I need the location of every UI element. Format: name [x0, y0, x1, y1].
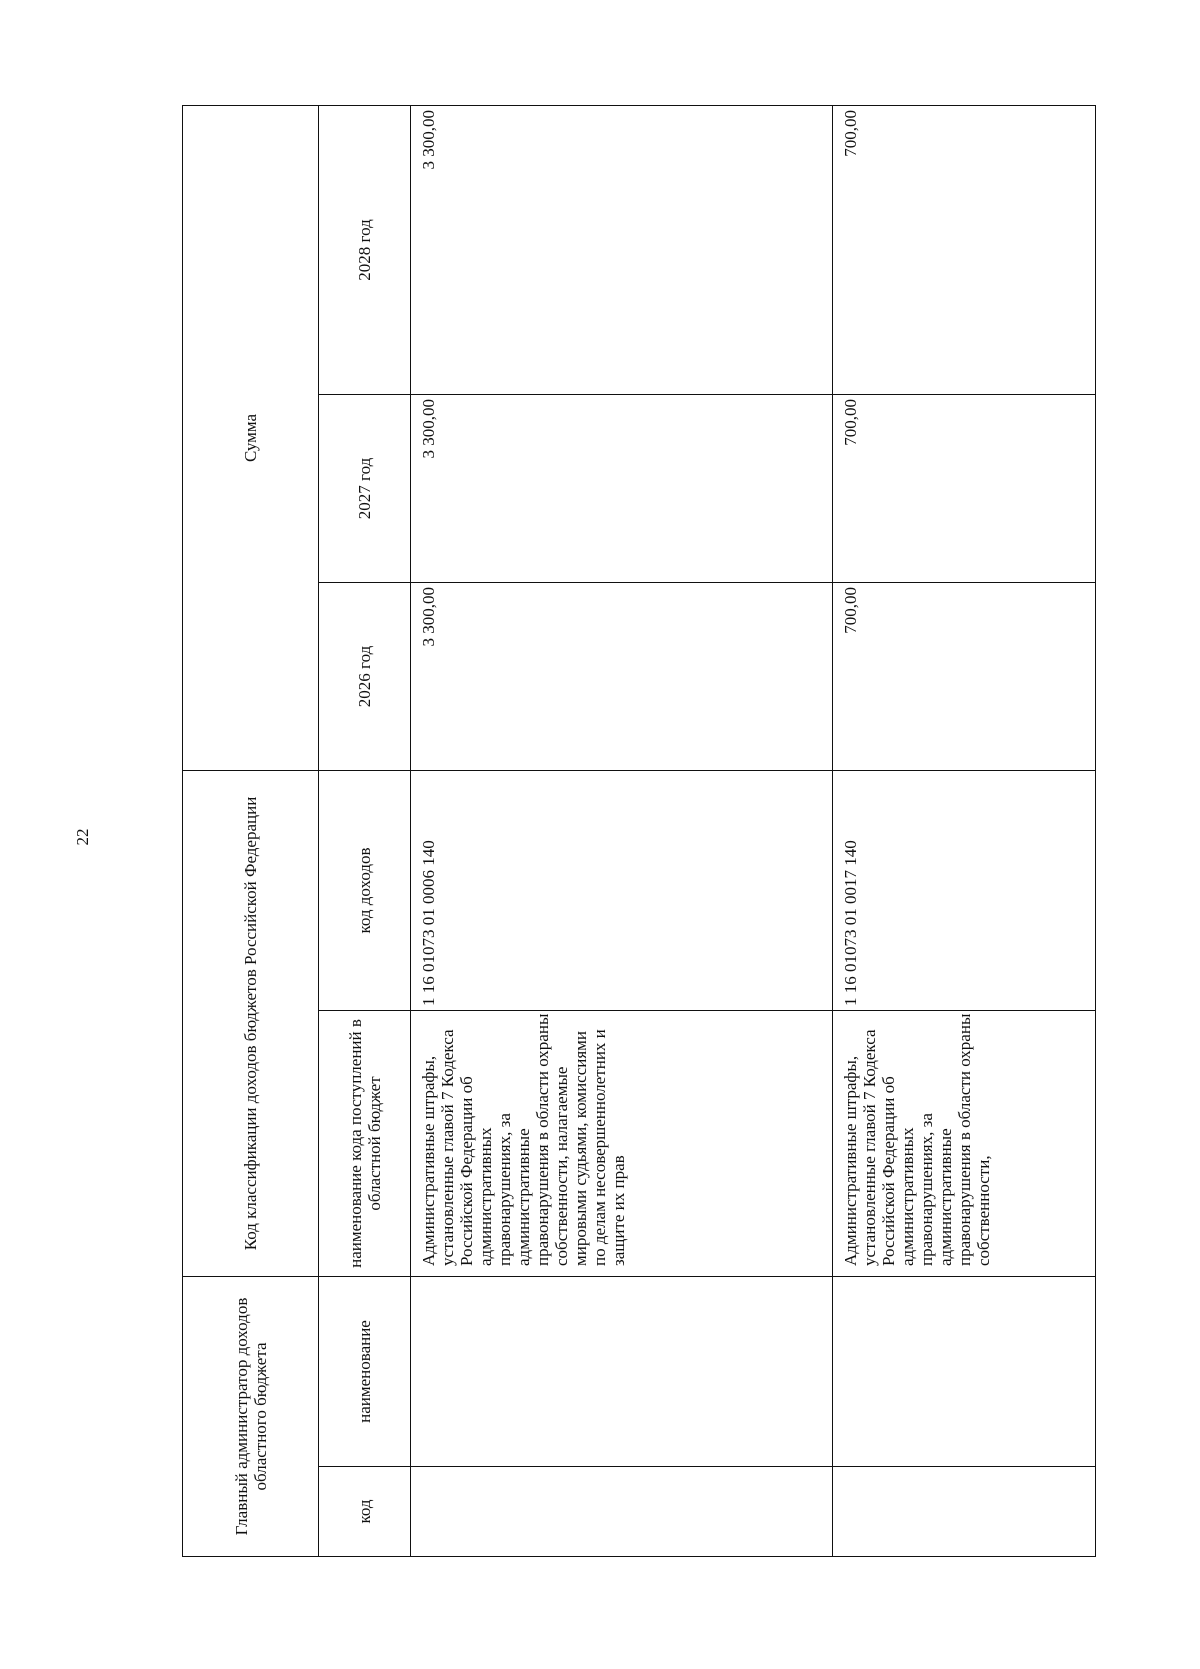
header-receipt-name: наименование кода поступлений в областной бюджет — [319, 1011, 411, 1277]
row-value-2026: 700,00 — [833, 582, 1096, 770]
header-sum-group: Сумма — [183, 105, 319, 770]
row-admin-code — [833, 1467, 1096, 1557]
page-number: 22 — [73, 828, 92, 846]
row-admin-code — [411, 1467, 833, 1557]
header-row-groups — [183, 105, 319, 1556]
revenue-table-rotated — [182, 106, 1096, 1557]
header-classification-group: Код классификации доходов бюджетов Российской Федерации — [183, 770, 319, 1276]
header-income-code: код доходов — [319, 770, 411, 1010]
header-admin-code: код — [319, 1467, 411, 1557]
row-value-2026: 3 300,00 — [411, 582, 833, 770]
header-admin-name: наименование — [319, 1277, 411, 1467]
revenue-table-container — [182, 106, 1096, 1557]
header-year-2027: 2027 год — [319, 394, 411, 582]
header-year-2028: 2028 год — [319, 105, 411, 394]
table-row — [411, 105, 833, 1556]
header-year-2026: 2026 год — [319, 582, 411, 770]
row-receipt-name: Административные штрафы, установленные главой 7 Кодекса Российской Федерации об административных правонарушениях, за административные правонарушения в области охраны собственности, налагаемые мировыми судьями, комиссиями по делам несовершеннолетних и защите их прав — [411, 1011, 833, 1277]
row-value-2027: 3 300,00 — [411, 394, 833, 582]
revenue-table — [182, 105, 1096, 1557]
row-income-code: 1 16 01073 01 0006 140 — [411, 770, 833, 1010]
header-admin-group: Главный администратор доходов областного бюджета — [183, 1277, 319, 1557]
row-admin-name — [411, 1277, 833, 1467]
row-value-2028: 3 300,00 — [411, 105, 833, 394]
row-receipt-name: Административные штрафы, установленные главой 7 Кодекса Российской Федерации об административных правонарушениях, за административные правонарушения в области охраны собственности, — [833, 1011, 1096, 1277]
row-income-code: 1 16 01073 01 0017 140 — [833, 770, 1096, 1010]
header-row-columns — [319, 105, 411, 1556]
row-value-2028: 700,00 — [833, 105, 1096, 394]
row-value-2027: 700,00 — [833, 394, 1096, 582]
row-admin-name — [833, 1277, 1096, 1467]
table-row — [833, 105, 1096, 1556]
